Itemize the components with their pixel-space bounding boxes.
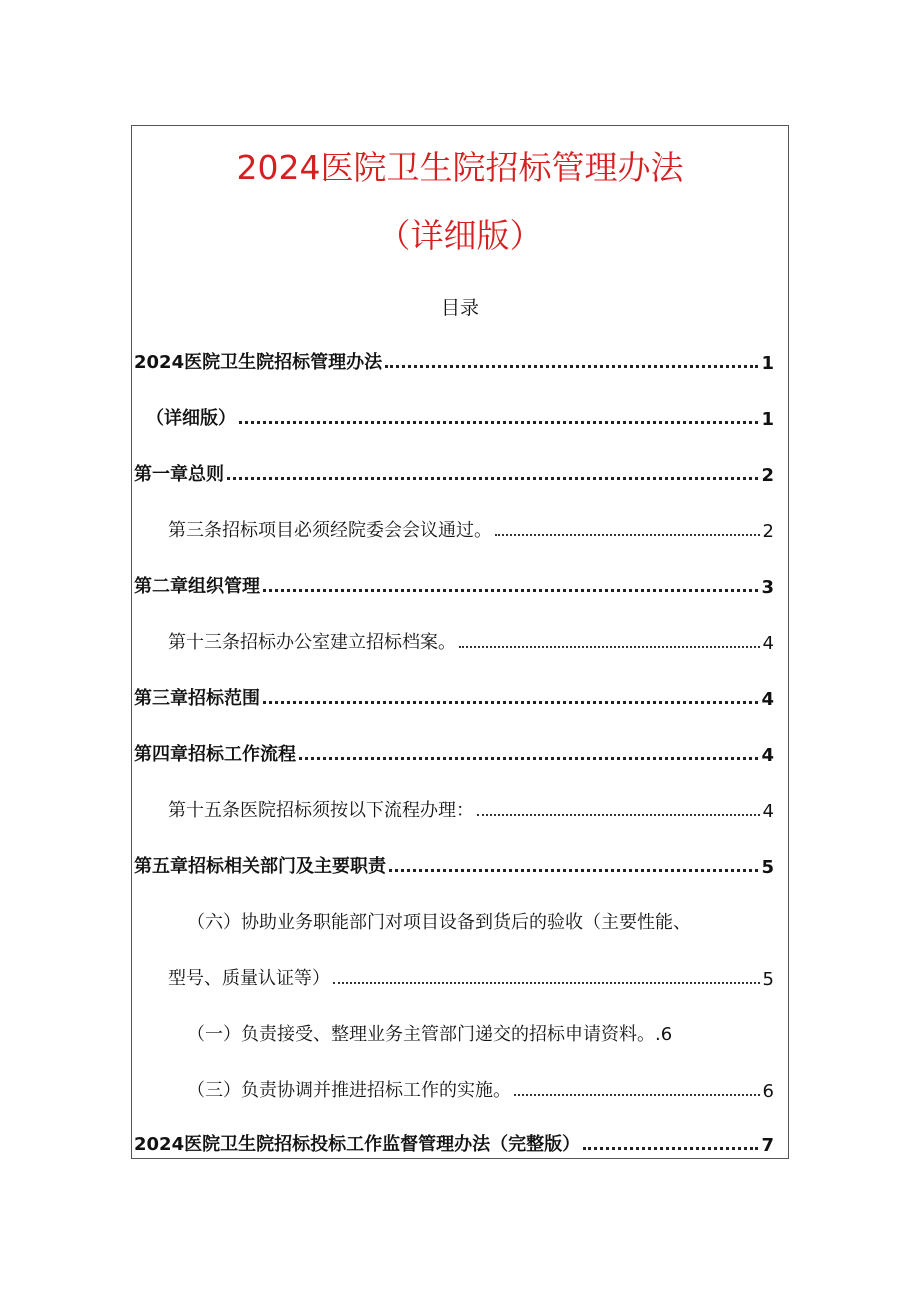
toc-entry[interactable] bbox=[187, 1076, 774, 1102]
toc-entry-text: 第十五条医院招标须按以下流程办理： bbox=[168, 800, 474, 821]
toc-entry-text: 第四章招标工作流程 bbox=[134, 744, 296, 765]
toc-entry[interactable] bbox=[134, 348, 774, 374]
document-frame bbox=[131, 125, 789, 1159]
document-title: 2024医院卫生院招标管理办法 bbox=[236, 148, 684, 187]
toc-page-number: 4 bbox=[761, 745, 774, 766]
toc-entry[interactable] bbox=[146, 404, 774, 430]
toc-entry-text: 2024医院卫生院招标管理办法 bbox=[134, 352, 383, 373]
toc-leader-dots bbox=[459, 646, 760, 648]
toc-entry[interactable] bbox=[168, 796, 774, 822]
toc-entry-text: 2024医院卫生院招标投标工作监督管理办法（完整版） bbox=[134, 1134, 581, 1155]
toc-leader-dots bbox=[389, 869, 758, 872]
toc-entry-text: 第三章招标范围 bbox=[134, 688, 260, 709]
toc-entry-text: 第二章组织管理 bbox=[134, 576, 260, 597]
toc-entry[interactable] bbox=[134, 460, 774, 486]
toc-entry-text[interactable]: （一）负责接受、整理业务主管部门递交的招标申请资料。.6 bbox=[187, 1024, 673, 1045]
toc-entry[interactable] bbox=[134, 740, 774, 766]
toc-leader-dots bbox=[495, 534, 760, 536]
toc-entry-text[interactable]: （六）协助业务职能部门对项目设备到货后的验收（主要性能、 bbox=[187, 912, 691, 933]
toc-page-number: 3 bbox=[761, 577, 774, 598]
toc-page-number: 4 bbox=[762, 801, 774, 822]
toc-leader-dots bbox=[299, 757, 758, 760]
toc-entry-text: 第三条招标项目必须经院委会会议通过。 bbox=[168, 520, 492, 541]
toc-entry[interactable] bbox=[134, 852, 774, 878]
toc-entry-text: （三）负责协调并推进招标工作的实施。 bbox=[187, 1080, 511, 1101]
toc-leader-dots bbox=[385, 365, 758, 368]
toc-page-number: 5 bbox=[761, 857, 774, 878]
toc-heading: 目录 bbox=[440, 297, 479, 319]
toc-entry-text: 第十三条招标办公室建立招标档案。 bbox=[168, 632, 456, 653]
toc-leader-dots bbox=[263, 589, 758, 592]
document-subtitle: （详细版） bbox=[377, 216, 543, 255]
toc-entry-text: 第五章招标相关部门及主要职责 bbox=[134, 856, 386, 877]
toc-page-number: 1 bbox=[761, 353, 774, 374]
toc-leader-dots bbox=[239, 421, 758, 424]
toc-entry[interactable] bbox=[134, 572, 774, 598]
toc-leader-dots bbox=[514, 1094, 760, 1096]
toc-entry[interactable] bbox=[134, 1130, 774, 1156]
toc-leader-dots bbox=[263, 701, 758, 704]
toc-leader-dots bbox=[227, 477, 758, 480]
toc-entry[interactable] bbox=[134, 684, 774, 710]
toc-page-number: 6 bbox=[762, 1081, 774, 1102]
toc-leader-dots bbox=[583, 1147, 758, 1150]
toc-page-number: 5 bbox=[762, 969, 774, 990]
toc-page-number: 2 bbox=[761, 465, 774, 486]
toc-page-number: 4 bbox=[762, 633, 774, 654]
toc-page-number: 1 bbox=[761, 409, 774, 430]
toc-page-number: 2 bbox=[762, 521, 774, 542]
toc-entry-text: （详细版） bbox=[146, 408, 236, 429]
toc-page-number: 7 bbox=[761, 1135, 774, 1156]
toc-leader-dots bbox=[333, 982, 760, 984]
toc-entry[interactable] bbox=[168, 516, 774, 542]
toc-entry-text: 第一章总则 bbox=[134, 464, 224, 485]
toc-entry-text: 型号、质量认证等） bbox=[168, 968, 330, 989]
toc-entry[interactable] bbox=[168, 964, 774, 990]
toc-page-number: 4 bbox=[761, 689, 774, 710]
toc-entry[interactable] bbox=[168, 628, 774, 654]
toc-leader-dots bbox=[477, 814, 760, 816]
